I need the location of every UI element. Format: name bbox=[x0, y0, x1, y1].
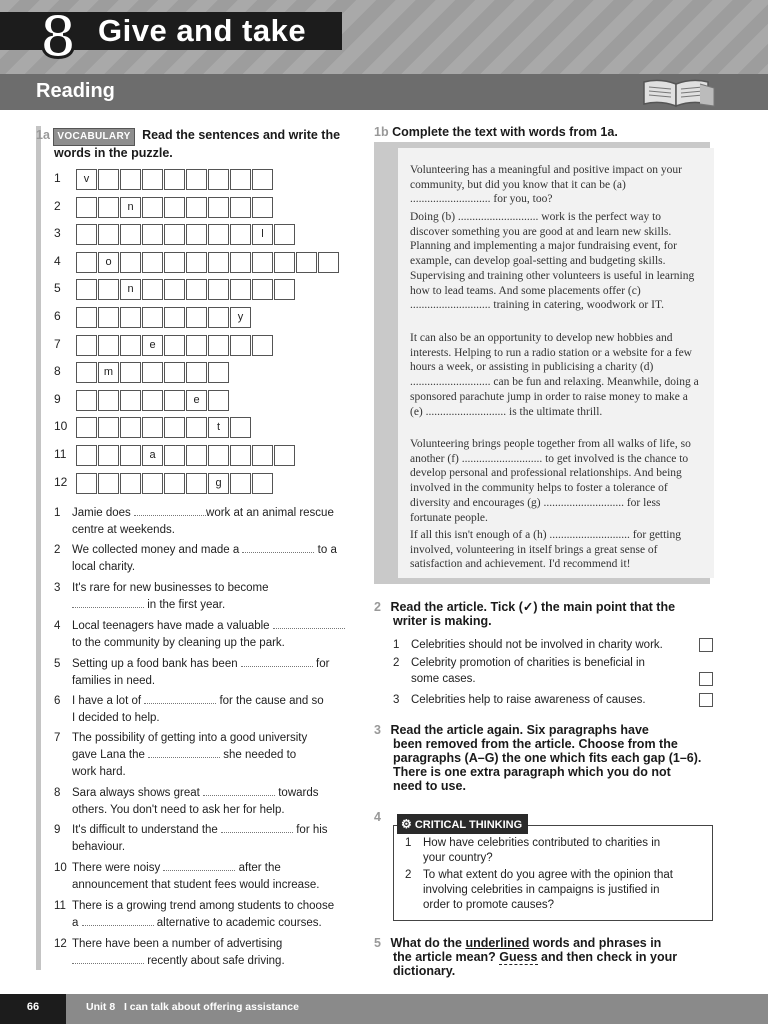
puzzle-row-number: 9 bbox=[54, 391, 61, 406]
q3-number: 3 bbox=[374, 723, 381, 737]
puzzle-cell[interactable] bbox=[274, 279, 295, 300]
critical-thinking-question bbox=[405, 868, 705, 913]
puzzle-cell[interactable] bbox=[164, 335, 185, 356]
puzzle-cell[interactable] bbox=[98, 169, 119, 190]
puzzle-cell[interactable]: y bbox=[230, 307, 251, 328]
puzzle-cell[interactable] bbox=[98, 417, 119, 438]
puzzle-cell[interactable] bbox=[230, 224, 251, 245]
puzzle-cell[interactable] bbox=[164, 362, 185, 383]
answer-blank[interactable] bbox=[163, 860, 235, 871]
puzzle-cell[interactable] bbox=[230, 197, 251, 218]
critical-thinking-question bbox=[405, 836, 705, 866]
q2-instruction-line1: Read the article. Tick (✓) the main point that the bbox=[390, 600, 676, 614]
puzzle-cell[interactable] bbox=[98, 445, 119, 466]
puzzle-cell[interactable] bbox=[76, 224, 97, 245]
vocab-sentence bbox=[54, 785, 354, 819]
puzzle-cell[interactable] bbox=[252, 445, 273, 466]
puzzle-cell[interactable] bbox=[252, 473, 273, 494]
q2-instruction-line2: writer is making. bbox=[393, 614, 492, 628]
puzzle-cell[interactable] bbox=[164, 417, 185, 438]
q3-line4: There is one extra paragraph which you do not bbox=[393, 765, 671, 779]
puzzle-cell[interactable] bbox=[186, 224, 207, 245]
puzzle-cell[interactable] bbox=[208, 362, 229, 383]
puzzle-cell[interactable] bbox=[98, 390, 119, 411]
puzzle-cell[interactable] bbox=[252, 335, 273, 356]
puzzle-cell[interactable] bbox=[186, 169, 207, 190]
q5-number: 5 bbox=[374, 936, 381, 950]
sentence-text: announcement that student fees would increase. bbox=[72, 879, 320, 891]
option-number: 1 bbox=[393, 639, 400, 651]
puzzle-cell[interactable] bbox=[142, 390, 163, 411]
sentence-text: Sara always shows great bbox=[72, 787, 204, 799]
puzzle-cell[interactable] bbox=[142, 307, 163, 328]
article-paragraph: Volunteering brings people together from all walks of life, so another (f) ............................ to get involved is the chance to develop personal and professional relationships. And being involved in the community helps to foster a tolerance of diversity and encourages (g) ............................ for less fortunate people. bbox=[410, 438, 691, 524]
vocab-sentence bbox=[54, 730, 354, 781]
puzzle-cell[interactable] bbox=[208, 445, 229, 466]
question-text: To what extent do you agree with the opinion that bbox=[423, 869, 673, 881]
puzzle-cell[interactable] bbox=[186, 417, 207, 438]
puzzle-row bbox=[54, 169, 354, 190]
puzzle-cell[interactable] bbox=[98, 335, 119, 356]
q5-line2a: the article mean? bbox=[393, 950, 500, 964]
q2-option bbox=[393, 692, 713, 708]
puzzle-row-number: 12 bbox=[54, 474, 68, 489]
sentence-text: It's difficult to understand the bbox=[72, 824, 222, 836]
sentence-text: after the bbox=[235, 862, 281, 874]
puzzle-cell[interactable] bbox=[76, 307, 97, 328]
article-paragraph: It can also be an opportunity to develop new hobbies and interests. Helping to run a radio station or a website for a few hours a week, or assisting in publicising a charity (d) ............................ can be fun and relaxing. Meanwhile, doing a sponsored parachute jump in order to raise money to make a (e) ............................ is the ultimate thrill. bbox=[410, 332, 699, 418]
puzzle-cell[interactable] bbox=[120, 417, 141, 438]
question-number: 1 bbox=[405, 837, 412, 849]
puzzle-cell[interactable] bbox=[120, 445, 141, 466]
puzzle-cell[interactable]: n bbox=[120, 197, 141, 218]
puzzle-cell[interactable] bbox=[76, 252, 97, 273]
puzzle-row-number: 3 bbox=[54, 226, 61, 241]
puzzle-row bbox=[54, 335, 354, 356]
puzzle-cell[interactable] bbox=[120, 390, 141, 411]
puzzle-cell[interactable] bbox=[142, 362, 163, 383]
puzzle-cell[interactable] bbox=[164, 390, 185, 411]
puzzle-cell[interactable] bbox=[252, 197, 273, 218]
sentence-text: Local teenagers have made a valuable bbox=[72, 620, 273, 632]
vocab-sentence bbox=[54, 618, 354, 652]
sentence-text: for his bbox=[293, 824, 328, 836]
question-text: How have celebrities contributed to charities in bbox=[423, 837, 661, 849]
option-text: Celebrities help to raise awareness of causes. bbox=[411, 694, 646, 706]
puzzle-cell[interactable] bbox=[230, 473, 251, 494]
answer-blank[interactable] bbox=[82, 915, 154, 926]
q3-line2: been removed from the article. Choose from the bbox=[393, 737, 678, 751]
puzzle-cell[interactable] bbox=[142, 417, 163, 438]
puzzle-cell[interactable] bbox=[164, 197, 185, 218]
q5-guess-word: Guess bbox=[499, 950, 538, 964]
sentence-text: gave Lana the bbox=[72, 749, 149, 761]
unit-header bbox=[0, 0, 768, 74]
puzzle-cell[interactable] bbox=[208, 279, 229, 300]
puzzle-row-number: 6 bbox=[54, 309, 61, 323]
sentence-text: Setting up a food bank has been bbox=[72, 658, 241, 670]
q5-line2b: and then check in your bbox=[537, 950, 678, 964]
puzzle-cell[interactable] bbox=[186, 445, 207, 466]
footer-text bbox=[86, 1001, 299, 1013]
sentence-text: alternative to academic courses. bbox=[153, 917, 322, 929]
puzzle-cell[interactable] bbox=[98, 307, 119, 328]
q1a-number: 1a bbox=[36, 128, 50, 142]
answer-blank[interactable] bbox=[134, 505, 206, 516]
puzzle-cell[interactable] bbox=[230, 335, 251, 356]
puzzle-row-number: 10 bbox=[54, 419, 68, 434]
question-text: your country? bbox=[423, 852, 493, 864]
puzzle-cell[interactable]: a bbox=[142, 445, 163, 466]
answer-blank[interactable] bbox=[273, 618, 345, 629]
puzzle-cell[interactable] bbox=[186, 252, 207, 273]
sentence-text: local charity. bbox=[72, 561, 136, 573]
sentence-text: Jamie does bbox=[72, 507, 135, 519]
vocab-sentence bbox=[54, 542, 354, 576]
puzzle-cell[interactable] bbox=[164, 307, 185, 328]
sentence-text: It's rare for new businesses to become bbox=[72, 582, 269, 594]
question-number: 2 bbox=[405, 869, 412, 881]
puzzle-cell[interactable]: m bbox=[98, 362, 119, 383]
vocab-sentence bbox=[54, 936, 354, 970]
answer-blank[interactable] bbox=[203, 785, 275, 796]
critical-thinking-tag bbox=[397, 814, 528, 834]
q1a-instruction bbox=[36, 128, 356, 160]
puzzle-cell[interactable]: e bbox=[186, 390, 207, 411]
vocabulary-tag: VOCABULARY bbox=[53, 128, 134, 146]
puzzle-row-number: 2 bbox=[54, 198, 61, 213]
puzzle-cell[interactable] bbox=[98, 197, 119, 218]
article-paragraph: If all this isn't enough of a (h) ............................ for getting involved, volunteering in itself brings a great sense of satisfaction and achievement. I'd recommend it! bbox=[410, 529, 682, 571]
puzzle-cell[interactable] bbox=[142, 279, 163, 300]
option-number: 2 bbox=[393, 657, 400, 669]
puzzle-cell[interactable] bbox=[98, 279, 119, 300]
sentence-text: behaviour. bbox=[72, 841, 126, 853]
tick-checkbox[interactable] bbox=[699, 693, 713, 707]
footer-unit: Unit 8 bbox=[86, 1001, 116, 1013]
puzzle-cell[interactable]: g bbox=[208, 473, 229, 494]
puzzle-cell[interactable] bbox=[76, 335, 97, 356]
open-book-icon bbox=[640, 78, 716, 108]
sentence-text: she needed to bbox=[220, 749, 297, 761]
puzzle-cell[interactable] bbox=[252, 279, 273, 300]
sentence-text: We collected money and made a bbox=[72, 544, 243, 556]
answer-blank[interactable] bbox=[148, 747, 220, 758]
sentence-number: 1 bbox=[54, 507, 61, 519]
puzzle-cell[interactable] bbox=[76, 279, 97, 300]
puzzle-row bbox=[54, 252, 354, 273]
puzzle-cell[interactable] bbox=[164, 252, 185, 273]
puzzle-cell[interactable] bbox=[186, 335, 207, 356]
vocab-sentence bbox=[54, 822, 354, 856]
puzzle-row-number: 5 bbox=[54, 281, 61, 296]
q2-number: 2 bbox=[374, 600, 381, 614]
sentence-number: 11 bbox=[54, 900, 66, 912]
q3-line3: paragraphs (A–G) the one which fits each gap (1–6). bbox=[393, 751, 702, 765]
puzzle-cell[interactable] bbox=[142, 252, 163, 273]
answer-blank[interactable] bbox=[242, 542, 314, 553]
puzzle-cell[interactable]: v bbox=[76, 169, 97, 190]
answer-blank[interactable] bbox=[72, 597, 144, 608]
vocab-sentence bbox=[54, 693, 354, 727]
sentence-text: work hard. bbox=[72, 766, 126, 778]
puzzle-cell[interactable] bbox=[164, 169, 185, 190]
puzzle-cell[interactable] bbox=[76, 390, 97, 411]
puzzle-row-number: 7 bbox=[54, 336, 61, 351]
puzzle-cell[interactable] bbox=[230, 279, 251, 300]
answer-blank[interactable] bbox=[72, 953, 144, 964]
q5-line1a: What do the bbox=[390, 936, 466, 950]
answer-blank[interactable] bbox=[144, 693, 216, 704]
sentence-text: There is a growing trend among students to choose bbox=[72, 900, 335, 912]
puzzle-cell[interactable] bbox=[120, 252, 141, 273]
vocab-sentence bbox=[54, 580, 354, 614]
puzzle-cell[interactable] bbox=[274, 224, 295, 245]
sentence-text: There have been a number of advertising bbox=[72, 938, 283, 950]
answer-blank[interactable] bbox=[221, 822, 293, 833]
sentence-number: 10 bbox=[54, 862, 67, 874]
vocab-sentence bbox=[54, 860, 354, 894]
puzzle-cell[interactable] bbox=[230, 169, 251, 190]
sentence-text: There were noisy bbox=[72, 862, 164, 874]
question-text: order to promote causes? bbox=[423, 899, 555, 911]
puzzle-cell[interactable] bbox=[208, 169, 229, 190]
puzzle-cell[interactable] bbox=[142, 197, 163, 218]
puzzle-cell[interactable] bbox=[186, 279, 207, 300]
puzzle-row bbox=[54, 445, 354, 466]
sentence-text: work at an animal rescue bbox=[206, 507, 334, 519]
q2-option bbox=[393, 655, 713, 687]
q1b-instruction-text: Complete the text with words from 1a. bbox=[392, 125, 618, 139]
puzzle-cell[interactable] bbox=[230, 417, 251, 438]
puzzle-row bbox=[54, 307, 354, 328]
sentence-text: The possibility of getting into a good university bbox=[72, 732, 308, 744]
puzzle-cell[interactable] bbox=[98, 224, 119, 245]
q4-number: 4 bbox=[374, 810, 381, 824]
puzzle-cell[interactable] bbox=[164, 279, 185, 300]
puzzle-cell[interactable] bbox=[208, 335, 229, 356]
sentence-number: 6 bbox=[54, 695, 61, 707]
critical-thinking-label: CRITICAL THINKING bbox=[414, 819, 523, 831]
sentence-text: recently about safe driving. bbox=[144, 955, 285, 967]
puzzle-row bbox=[54, 417, 354, 438]
q5-line1b: words and phrases in bbox=[529, 936, 662, 950]
puzzle-cell[interactable] bbox=[164, 224, 185, 245]
q1a-instruction-line1: Read the sentences and write the bbox=[142, 128, 341, 142]
sentence-number: 3 bbox=[54, 582, 61, 594]
puzzle-cell[interactable] bbox=[208, 224, 229, 245]
puzzle-row bbox=[54, 473, 354, 494]
sentence-text: a bbox=[72, 917, 82, 929]
sentence-text: for the cause and so bbox=[216, 695, 324, 707]
sentence-text: in the first year. bbox=[144, 599, 226, 611]
puzzle-cell[interactable]: l bbox=[252, 224, 273, 245]
puzzle-cell[interactable] bbox=[164, 473, 185, 494]
q4-number-wrap bbox=[374, 810, 381, 824]
q1b-instruction bbox=[374, 125, 714, 139]
puzzle-cell[interactable] bbox=[274, 445, 295, 466]
vocab-sentence bbox=[54, 656, 354, 690]
puzzle-cell[interactable] bbox=[120, 473, 141, 494]
page-number: 66 bbox=[0, 994, 66, 1024]
footer-can-do: I can talk about offering assistance bbox=[123, 1001, 299, 1013]
puzzle-cell[interactable] bbox=[186, 473, 207, 494]
unit-title: Give and take bbox=[98, 13, 307, 48]
puzzle-cell[interactable] bbox=[142, 473, 163, 494]
tick-checkbox[interactable] bbox=[699, 672, 713, 686]
sentence-text: I have a lot of bbox=[72, 695, 145, 707]
puzzle-row bbox=[54, 362, 354, 383]
q1a-instruction-line2: words in the puzzle. bbox=[54, 146, 173, 160]
q5-instruction bbox=[374, 936, 714, 978]
sentence-number: 9 bbox=[54, 824, 61, 836]
puzzle-cell[interactable] bbox=[208, 252, 229, 273]
q3-line1: Read the article again. Six paragraphs have bbox=[390, 723, 649, 737]
sentence-number: 4 bbox=[54, 620, 61, 632]
sentence-number: 7 bbox=[54, 732, 61, 744]
puzzle-cell[interactable] bbox=[164, 445, 185, 466]
section-title: Reading bbox=[36, 80, 115, 102]
puzzle-cell[interactable] bbox=[120, 224, 141, 245]
answer-blank[interactable] bbox=[241, 656, 313, 667]
puzzle-row bbox=[54, 197, 354, 218]
puzzle-cell[interactable] bbox=[252, 169, 273, 190]
puzzle-cell[interactable] bbox=[120, 307, 141, 328]
puzzle-cell[interactable] bbox=[76, 362, 97, 383]
puzzle-row bbox=[54, 224, 354, 245]
sentence-text: to the community by cleaning up the park. bbox=[72, 637, 285, 649]
puzzle-cell[interactable] bbox=[76, 197, 97, 218]
q5-line3: dictionary. bbox=[393, 964, 456, 978]
puzzle-cell[interactable]: o bbox=[98, 252, 119, 273]
question-text: involving celebrities in campaigns is justified in bbox=[423, 884, 660, 896]
puzzle-cell[interactable] bbox=[208, 307, 229, 328]
sentence-text: towards bbox=[275, 787, 319, 799]
puzzle-cell[interactable] bbox=[318, 252, 339, 273]
puzzle-row-number: 11 bbox=[54, 447, 67, 461]
puzzle-cell[interactable] bbox=[76, 417, 97, 438]
margin-rule bbox=[36, 126, 41, 970]
unit-number: 8 bbox=[40, 2, 76, 71]
puzzle-cell[interactable] bbox=[208, 390, 229, 411]
puzzle-cell[interactable] bbox=[252, 252, 273, 273]
puzzle-row-number: 8 bbox=[54, 364, 61, 379]
sentence-text: others. You don't need to ask her for help. bbox=[72, 804, 285, 816]
article-paragraph: Volunteering has a meaningful and positive impact on your community, but did you know that it can be (a) ............................ for you, too? bbox=[410, 164, 682, 206]
q3-line5: need to use. bbox=[393, 779, 466, 793]
q5-underlined-word: underlined bbox=[465, 936, 530, 950]
sentence-text: centre at weekends. bbox=[72, 524, 175, 536]
puzzle-cell[interactable] bbox=[186, 362, 207, 383]
puzzle-cell[interactable]: n bbox=[120, 279, 141, 300]
option-text: Celebrities should not be involved in charity work. bbox=[411, 639, 663, 651]
puzzle-row-number: 1 bbox=[54, 171, 61, 185]
puzzle-cell[interactable] bbox=[142, 224, 163, 245]
puzzle-cell[interactable] bbox=[186, 197, 207, 218]
option-number: 3 bbox=[393, 694, 400, 706]
option-text: some cases. bbox=[411, 673, 476, 685]
puzzle-cell[interactable] bbox=[186, 307, 207, 328]
puzzle-cell[interactable] bbox=[142, 169, 163, 190]
vocab-sentence bbox=[54, 505, 354, 539]
sentence-text: for bbox=[312, 658, 330, 670]
option-text: Celebrity promotion of charities is beneficial in bbox=[411, 657, 645, 669]
puzzle-row-number: 4 bbox=[54, 253, 61, 268]
q1b-number: 1b bbox=[374, 125, 389, 139]
puzzle-cell[interactable] bbox=[230, 252, 251, 273]
puzzle-cell[interactable]: e bbox=[142, 335, 163, 356]
puzzle-cell[interactable] bbox=[76, 473, 97, 494]
sentence-text: I decided to help. bbox=[72, 712, 160, 724]
puzzle-cell[interactable]: t bbox=[208, 417, 229, 438]
puzzle-cell[interactable] bbox=[296, 252, 317, 273]
q3-instruction bbox=[374, 723, 714, 793]
sentence-number: 2 bbox=[54, 544, 61, 556]
puzzle-row bbox=[54, 390, 354, 411]
sentence-number: 5 bbox=[54, 658, 61, 670]
puzzle-cell[interactable] bbox=[274, 252, 295, 273]
puzzle-cell[interactable] bbox=[230, 445, 251, 466]
article-paragraph: Doing (b) ............................ work is the perfect way to discover something you are good at and learn new skills. Planning and implementing a major fundraising event, for example, can develop goal-setting and budgeting skills. Supervising and training other volunteers is useful in learning how to lead teams. And some placements offer (c) ............................ training in catering, woodwork or IT. bbox=[410, 211, 695, 312]
puzzle-cell[interactable] bbox=[208, 197, 229, 218]
q2-instruction bbox=[374, 600, 714, 628]
sentence-number: 12 bbox=[54, 938, 67, 950]
puzzle-cell[interactable] bbox=[120, 362, 141, 383]
q2-option bbox=[393, 637, 713, 653]
vocab-sentence bbox=[54, 898, 354, 932]
puzzle-cell[interactable] bbox=[98, 473, 119, 494]
sentence-text: families in need. bbox=[72, 675, 156, 687]
gear-icon: ⚙ bbox=[401, 817, 412, 831]
sentence-text: to a bbox=[314, 544, 337, 556]
puzzle-cell[interactable] bbox=[120, 169, 141, 190]
puzzle-row bbox=[54, 279, 354, 300]
tick-checkbox[interactable] bbox=[699, 638, 713, 652]
puzzle-cell[interactable] bbox=[76, 445, 97, 466]
sentence-number: 8 bbox=[54, 787, 61, 799]
puzzle-cell[interactable] bbox=[120, 335, 141, 356]
